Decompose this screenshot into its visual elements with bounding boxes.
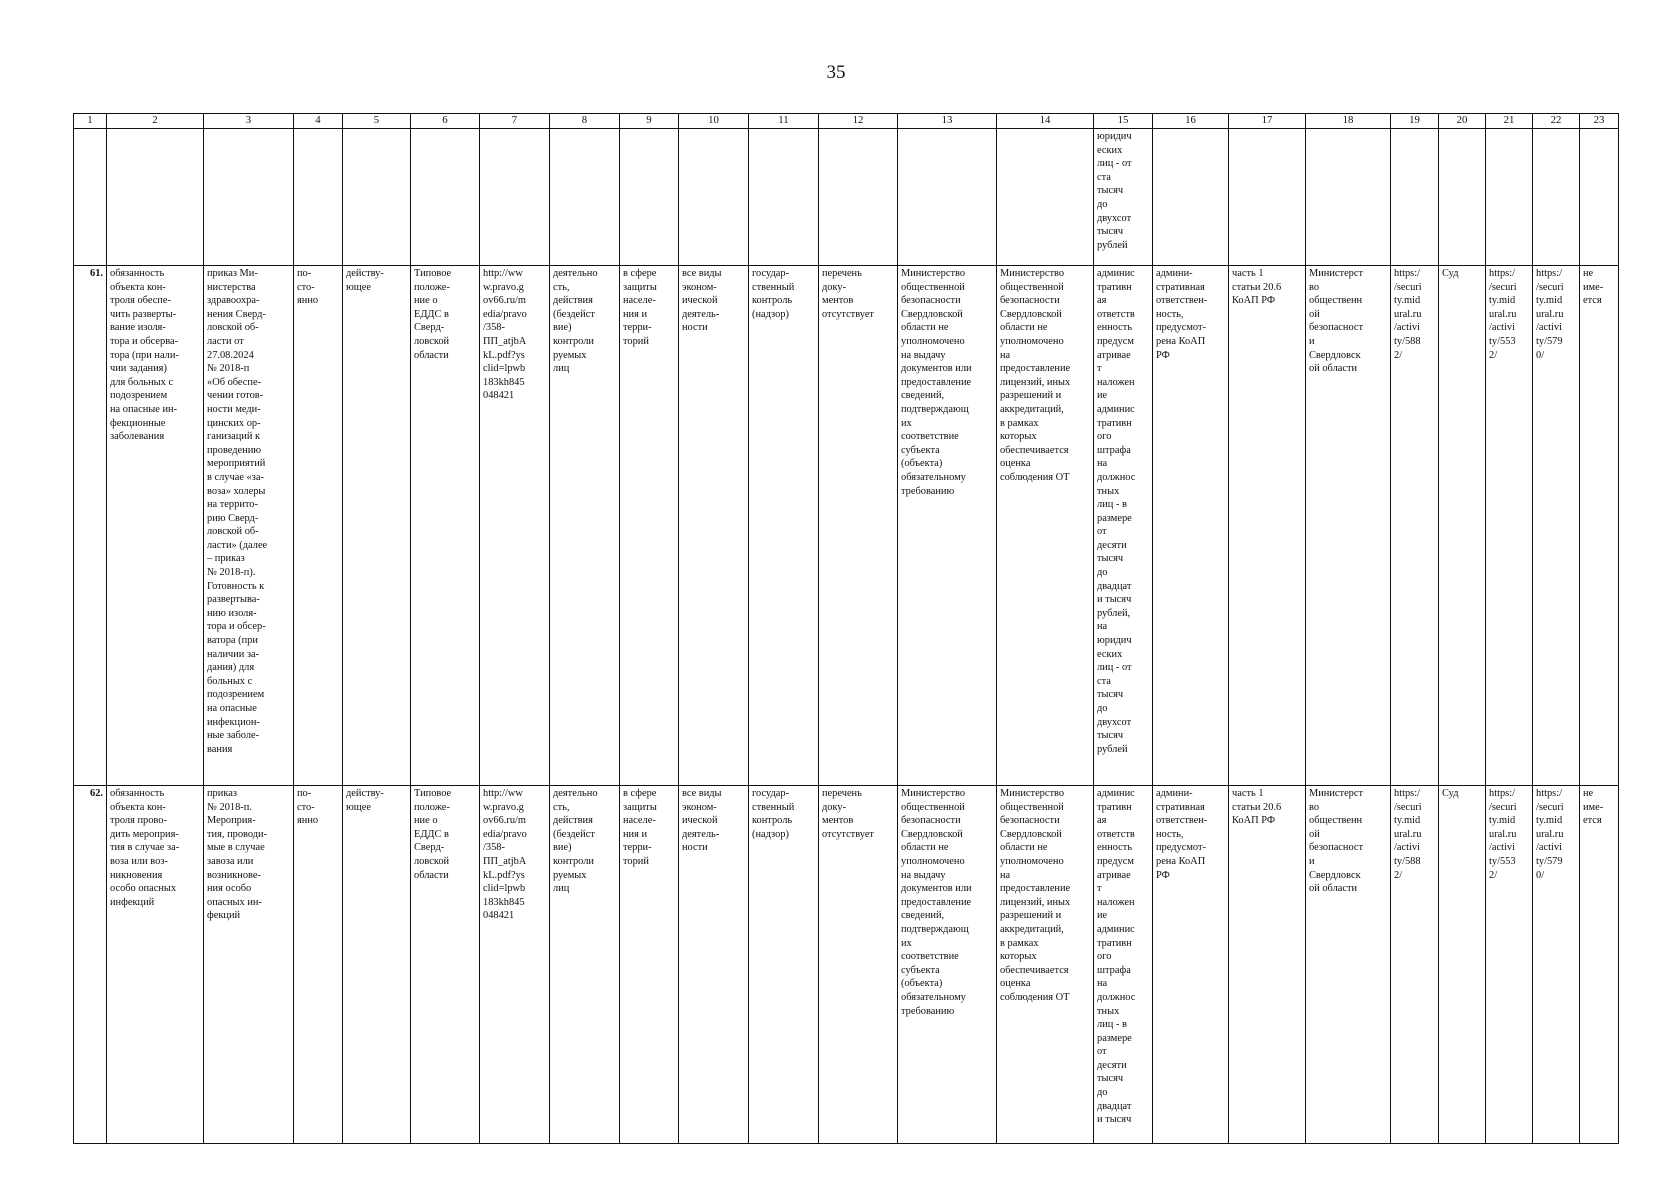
liability-cell: админи- стративная ответствен- ность, предусмот- рена КоАП РФ — [1153, 786, 1229, 1144]
requirement-cell: обязанность объекта кон- троля прово- дить мероприя- тия в случае за- воза или воз- никновения особо опасных инфекций — [107, 786, 204, 1144]
sphere-cell: в сфере защиты населе- ния и терри- торий — [620, 786, 679, 1144]
table-cell — [749, 129, 819, 266]
control-type-cell: государ- ственный контроль (надзор) — [749, 786, 819, 1144]
penalty-cell: админис тративн ая ответств енность предусм атривае т наложен ие админис тративн ого штрафа на должнос тных лиц - в размере от десяти тысяч до двадцат и тысяч рублей, на юридич еских лиц - от ста тысяч до двухсот тысяч рублей — [1094, 266, 1153, 786]
table-cell — [997, 129, 1094, 266]
column-number: 17 — [1229, 114, 1306, 129]
sphere-cell: в сфере защиты населе- ния и терри- торий — [620, 266, 679, 786]
table-cell — [343, 129, 411, 266]
table-cell — [1439, 129, 1486, 266]
authority-licensing-cell: Министерство общественной безопасности Свердловской области не уполномочено на предоставление лицензий, иных разрешений и аккредитаций, в рамках которых обеспечивается оценка соблюдения ОТ — [997, 266, 1094, 786]
link-cell[interactable]: https:/ /securi ty.mid ural.ru /activi ty/579 0/ — [1533, 266, 1580, 786]
column-number: 11 — [749, 114, 819, 129]
note-cell: не име- ется — [1580, 786, 1619, 1144]
column-number: 12 — [819, 114, 898, 129]
table-cell — [1580, 129, 1619, 266]
legal-act-cell: приказ № 2018-п. Мероприя- тия, проводи- мые в случае завоза или возникнове- ния особо опасных ин- фекций — [204, 786, 294, 1144]
page-number: 35 — [826, 62, 846, 83]
column-number: 15 — [1094, 114, 1153, 129]
document-cell: Типовое положе- ние о ЕДДС в Сверд- ловской области — [411, 266, 480, 786]
documents-list-cell: перечень доку- ментов отсутствует — [819, 786, 898, 1144]
court-cell: Суд — [1439, 266, 1486, 786]
link-cell[interactable]: https:/ /securi ty.mid ural.ru /activi ty/588 2/ — [1391, 786, 1439, 1144]
column-number-row — [74, 114, 1619, 129]
periodicity-cell: по- сто- янно — [294, 266, 343, 786]
document-link-cell[interactable]: http://ww w.pravo.g ov66.ru/m edia/pravo /358- ПП_atjbA kL.pdf?ys clid=lpwb 183kh845 048421 — [480, 786, 550, 1144]
table-cell — [898, 129, 997, 266]
liability-cell: админи- стративная ответствен- ность, предусмот- рена КоАП РФ — [1153, 266, 1229, 786]
control-type-cell: государ- ственный контроль (надзор) — [749, 266, 819, 786]
table-cell — [620, 129, 679, 266]
column-number: 6 — [411, 114, 480, 129]
table-cell — [1533, 129, 1580, 266]
table-cell — [1229, 129, 1306, 266]
article-cell: часть 1 статьи 20.6 КоАП РФ — [1229, 786, 1306, 1144]
note-cell: не име- ется — [1580, 266, 1619, 786]
document-link-cell[interactable]: http://ww w.pravo.g ov66.ru/m edia/pravo /358- ПП_atjbA kL.pdf?ys clid=lpwb 183kh845 048421 — [480, 266, 550, 786]
table-cell — [550, 129, 620, 266]
table-cell — [1391, 129, 1439, 266]
column-number: 20 — [1439, 114, 1486, 129]
table-cell — [1486, 129, 1533, 266]
document-cell: Типовое положе- ние о ЕДДС в Сверд- ловской области — [411, 786, 480, 1144]
column-number: 18 — [1306, 114, 1391, 129]
legal-act-cell: приказ Ми- нистерства здравоохра- нения Сверд- ловской об- ласти от 27.08.2024 № 2018-п «Об обеспе- чении готов- ности меди- цинских ор- ганизаций к проведению мероприятий в случае «за- воза» холеры на террито- рию Сверд- ловской об- ласти» (далее – приказ № 2018-п). Готовность к развертыва- нию изоля- тора и обсер- ватора (при наличии за- дания) для больных с подозрением на опасные инфекцион- ные заболе- вания — [204, 266, 294, 786]
table-cell — [294, 129, 343, 266]
object-cell: деятельно сть, действия (бездейст вие) контроли руемых лиц — [550, 266, 620, 786]
column-number: 21 — [1486, 114, 1533, 129]
link-cell[interactable]: https:/ /securi ty.mid ural.ru /activi ty/588 2/ — [1391, 266, 1439, 786]
column-number: 2 — [107, 114, 204, 129]
column-number: 9 — [620, 114, 679, 129]
column-number: 19 — [1391, 114, 1439, 129]
status-cell: действу- ющее — [343, 266, 411, 786]
documents-list-cell: перечень доку- ментов отсутствует — [819, 266, 898, 786]
table-cell — [204, 129, 294, 266]
authority-documents-cell: Министерство общественной безопасности Свердловской области не уполномочено на выдачу документов или предоставление сведений, подтверждающ их соответствие субъекта (объекта) обязательному требованию — [898, 786, 997, 1144]
table-cell — [480, 129, 550, 266]
periodicity-cell: по- сто- янно — [294, 786, 343, 1144]
table-cell — [1153, 129, 1229, 266]
column-number: 16 — [1153, 114, 1229, 129]
activity-cell: все виды эконом- ической деятель- ности — [679, 266, 749, 786]
table-row — [74, 266, 1619, 786]
table-cell — [1306, 129, 1391, 266]
continuation-row — [74, 129, 1619, 266]
agency-cell: Министерст во общественн ой безопасност и Свердловск ой области — [1306, 786, 1391, 1144]
activity-cell: все виды эконом- ической деятель- ности — [679, 786, 749, 1144]
column-number: 13 — [898, 114, 997, 129]
requirement-cell: обязанность объекта кон- троля обеспе- чить разверты- вание изоля- тора и обсерва- тора (при нали- чии задания) для больных с подозрением на опасные ин- фекционные заболевания — [107, 266, 204, 786]
column-number: 8 — [550, 114, 620, 129]
column-number: 10 — [679, 114, 749, 129]
table-row — [74, 786, 1619, 1144]
link-cell[interactable]: https:/ /securi ty.mid ural.ru /activi ty/553 2/ — [1486, 786, 1533, 1144]
table-cell — [107, 129, 204, 266]
column-number: 4 — [294, 114, 343, 129]
status-cell: действу- ющее — [343, 786, 411, 1144]
court-cell: Суд — [1439, 786, 1486, 1144]
authority-documents-cell: Министерство общественной безопасности Свердловской области не уполномочено на выдачу документов или предоставление сведений, подтверждающ их соответствие субъекта (объекта) обязательному требованию — [898, 266, 997, 786]
table-cell — [411, 129, 480, 266]
column-number: 7 — [480, 114, 550, 129]
penalty-cell: админис тративн ая ответств енность предусм атривае т наложен ие админис тративн ого штрафа на должнос тных лиц - в размере от десяти тысяч до двадцат и тысяч — [1094, 786, 1153, 1144]
row-number: 61. — [74, 266, 107, 786]
link-cell[interactable]: https:/ /securi ty.mid ural.ru /activi ty/553 2/ — [1486, 266, 1533, 786]
row-number: 62. — [74, 786, 107, 1144]
article-cell: часть 1 статьи 20.6 КоАП РФ — [1229, 266, 1306, 786]
link-cell[interactable]: https:/ /securi ty.mid ural.ru /activi ty/579 0/ — [1533, 786, 1580, 1144]
column-number: 3 — [204, 114, 294, 129]
column-number: 5 — [343, 114, 411, 129]
authority-licensing-cell: Министерство общественной безопасности Свердловской области не уполномочено на предоставление лицензий, иных разрешений и аккредитаций, в рамках которых обеспечивается оценка соблюдения ОТ — [997, 786, 1094, 1144]
penalty-cell: юридич еских лиц - от ста тысяч до двухсот тысяч рублей — [1094, 129, 1153, 266]
table-cell — [679, 129, 749, 266]
column-number: 14 — [997, 114, 1094, 129]
object-cell: деятельно сть, действия (бездейст вие) контроли руемых лиц — [550, 786, 620, 1144]
table-cell — [819, 129, 898, 266]
table-cell — [74, 129, 107, 266]
agency-cell: Министерст во общественн ой безопасност и Свердловск ой области — [1306, 266, 1391, 786]
column-number: 22 — [1533, 114, 1580, 129]
requirements-table — [73, 113, 1619, 1144]
column-number: 23 — [1580, 114, 1619, 129]
column-number: 1 — [74, 114, 107, 129]
